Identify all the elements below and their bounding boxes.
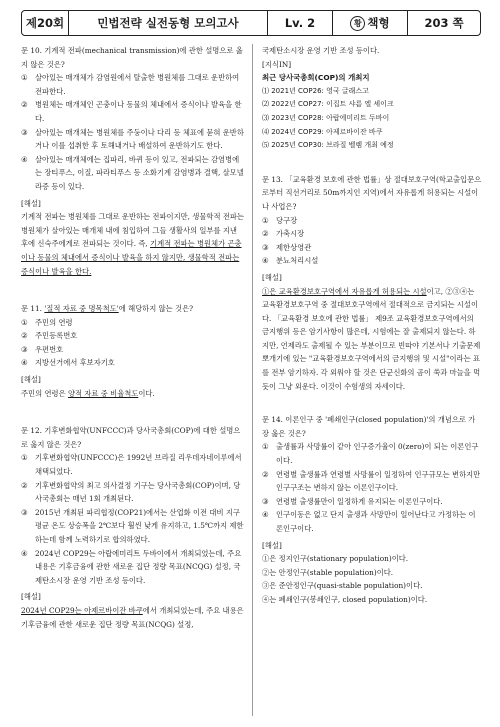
option: ③ 살아있는 매개체는 병원체를 주둥이나 다리 등 체표에 묻혀 운반하거나 이를 섭취한 후 토해내거나 배설하여 운반하기도 한다. [21,127,244,151]
reference-title: 최근 당사국총회(COP)의 개최지 [262,73,370,83]
explanation-tag: [해설] [21,375,41,385]
option: ② 주민등록번호 [21,331,78,341]
option: ④ 분뇨처리시설 [262,256,319,266]
option: ④ 살아있는 매개체에는 집파리, 바퀴 등이 있고, 전파되는 감염병에는 장티푸스, 이질, 파라티푸스 등 소화기계 감염병과 결핵, 살모넬라증 등이 있다. [21,154,244,191]
option: ③ 제한상영관 [262,242,312,252]
explanation-line: ①은 정지인구(stationary population)이다. [262,554,409,564]
exam-round: 제20회 [22,11,69,35]
question-stem: 문 12. 기후변화협약(UNFCCC)과 당사국총회(COP)에 대한 설명으로 옳지 않은 것은? [21,426,241,449]
question-13 [262,173,482,394]
option: ① 주민의 연령 [21,317,73,327]
column-divider [252,44,253,716]
explanation-tag: [해설] [262,540,282,550]
question-stem: 문 11. '질적 자료 중 명목척도'에 해당하지 않는 것은? [21,304,194,314]
page-header [21,10,481,36]
question-12 [21,424,245,631]
reference-item: ⑴ 2021년 COP26: 영국 글래스고 [262,86,369,95]
explanation-line: ③은 준안정인구(quasi-stable population)이다. [262,581,423,591]
option: ③ 연령별 출생률만이 일정하게 유지되는 이론인구이다. [262,496,443,506]
option: ③ 2015년 개최된 파리협정(COP21)에서는 산업화 이전 대비 지구 평균 온도 상승폭을 2℃보다 훨씬 낮게 유지하고, 1.5℃까지 제한하는데 함께 노력하기로 합의하였다. [21,507,244,544]
explanation-line: ②는 안정인구(stable population)이다. [262,567,394,577]
option: ② 연령별 출생률과 연령별 사망률이 일정하여 인구규모는 변하지만 인구구조는 변하지 않는 이론인구이다. [262,469,481,493]
option: ④ 2024년 COP29는 아랍에미리트 두바이에서 개최되었는데, 주요 내용은 기후금융에 관한 새로운 집단 정량 목표(NCQG) 설정, 국제탄소시장 운영 기반 조성 등이다. [21,548,242,585]
reference-item: ⑵ 2022년 COP27: 이집트 샤름 엘 셰이크 [262,100,394,109]
question-10 [21,44,245,278]
question-stem: 문 14. 이론인구 중 '폐쇄인구(closed population)'의 개념으로 가장 옳은 것은? [262,415,476,438]
option: ④ 인구이동은 없고 단지 출생과 사망만이 일어난다고 가정하는 이론인구이다. [262,510,476,533]
option: ① 기후변화협약(UNFCCC)은 1992년 브라질 리우데자네이루에서 채택되었다. [21,453,242,477]
explanation: 주민의 연령은 양적 자료 중 비율척도이다. [21,388,155,398]
explanation-tag: [해설] [21,592,41,602]
option: ④ 지방선거에서 후보자기호 [21,358,115,368]
explanation-continued: 국제탄소시장 운영 기반 조성 등이다. [262,46,380,55]
explanation: ①은 교육환경보호구역에서 자유롭게 허용되는 시설이고, ②③④는 교육환경보호구역 중 절대보호구역에서 절대적으로 금지되는 시설이다. 「교육환경 보호에 관한 법률」 제9조 교육환경보호구역에서의 금지행위 등은 암기사항이 많은데, 시험에는 잘 출제되지 않는다. 하지만, 언제라도 출제될 수 있는 부분이므로 빈따야 기본서나 기출문제 뽀개기에 있는 "교육환경보호구역에서의 금지행위 및 시설"이라는 표를 전부 암기하자. 각 외워야 할 것은 단군신화의 곰이 쑥과 마늘을 먹듯이 그냥 외운다. 이것이 수험생의 자세이다. [262,286,481,391]
explanation-tag: [해설] [262,272,282,282]
left-column [21,44,245,631]
option: ① 당구장 [262,215,298,225]
option: ② 가축시장 [262,229,305,239]
explanation-line: ④는 폐쇄인구(봉쇄인구, closed population)이다. [262,594,428,604]
option: ② 기후변화협약의 최고 의사결정 기구는 당사국총회(COP)이며, 당사국총회는 매년 1회 개최된다. [21,480,241,504]
right-column [262,44,482,607]
exam-level: Lv. 2 [268,11,333,35]
question-stem: 문 10. 기계적 전파(mechanical transmission)에 관한 설명으로 옳지 않은 것은? [21,46,243,69]
explanation-tag: [해설] [21,198,41,208]
option: ① 살아있는 매개체가 감염원에서 탈출한 병원체를 그대로 운반하여 전파한다. [21,73,240,96]
exam-title: 민법전략 실전동형 모의고사 [69,11,268,35]
explanation: 기계적 전파는 병원체를 그대로 운반하는 전파이지만, 생물학적 전파는 병원체가 살아있는 매개체 내에 침입하여 그들 생활사의 일부를 지낸 후에 신숙주에게로 전파되는 것이다. 즉, 기계적 전파는 병원체가 곤충이나 동물의 체내에서 증식이나 발육을 하지 않지만, 생물학적 전파는 증식이나 발육을 한다. [21,212,244,276]
exam-booklet [333,11,408,35]
question-11 [21,302,245,400]
author-mark: 황 [350,16,365,31]
option: ③ 우편번호 [21,344,64,354]
option: ① 출생률과 사망률이 같아 인구증가율이 0(zero)이 되는 이론인구이다. [262,442,479,466]
question-14 [262,413,482,606]
reference-item: ⑷ 2024년 COP29: 아제르바이잔 바쿠 [262,127,383,136]
reference-item: ⑸ 2025년 COP30: 브라질 벨렘 개최 예정 [262,141,394,150]
reference-item: ⑶ 2023년 COP28: 아랍에미리트 두바이 [262,113,390,122]
reference-tag: [지식IN] [262,59,292,69]
question-stem: 문 13. 「교육환경 보호에 관한 법률」상 절대보호구역(학교출입문으로부터 직선거리로 50m까지인 지역)에서 자유롭게 허용되는 시설이나 사업은? [262,174,482,211]
page-number: 203 쪽 [424,16,464,30]
explanation: 2024년 COP29는 아제르바이잔 바쿠에서 개최되었는데, 주요 내용은 기후금융에 관한 새로운 집단 정량 목표(NCQG) 설정, [21,605,244,629]
option: ② 병원체는 매개체인 곤충이나 동물의 체내에서 증식이나 발육을 한다. [21,100,242,123]
booklet-type: 책형 [367,16,390,30]
